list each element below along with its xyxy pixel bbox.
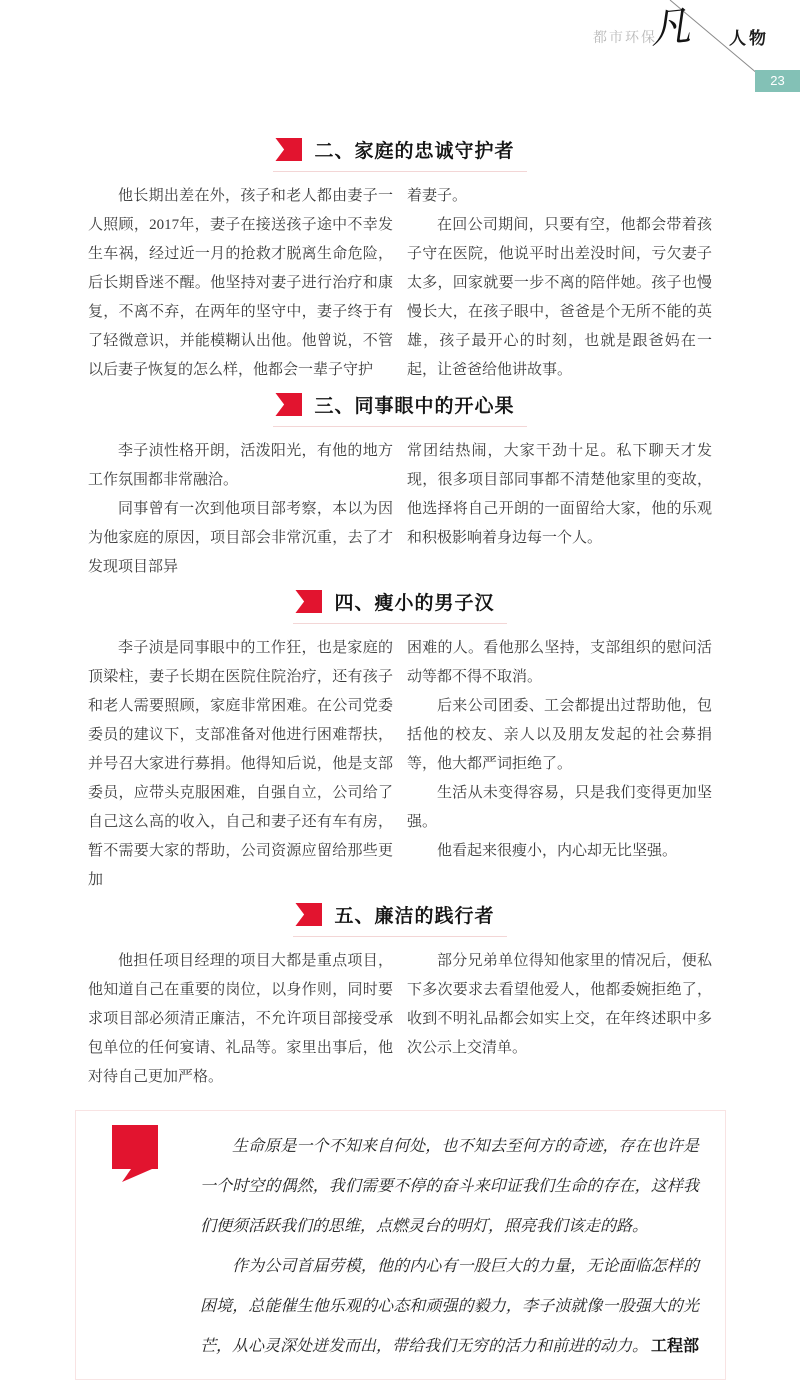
red-flag-icon (275, 138, 302, 161)
paragraph: 李子浈性格开朗，活泼阳光，有他的地方工作氛围都非常融洽。 (88, 443, 393, 488)
brand-logo-icon: 凡 (647, 3, 693, 53)
paragraph-continuation: 困难的人。看他那么坚持，支部组织的慰问活动等都不得不取消。 (407, 640, 712, 685)
section-title: 二、家庭的忠诚守护者 (314, 141, 515, 162)
left-column (88, 182, 393, 385)
section-family-guardian (88, 136, 712, 385)
two-column-text (88, 947, 712, 1092)
right-column (407, 947, 712, 1092)
paragraph: 他担任项目经理的项目大都是重点项目，他知道自己在重要的岗位，以身作则，同时要求项目部必须清正廉洁，不允许项目部接受承包单位的任何宴请、礼品等。家里出事后，他对待自己更加严格。 (88, 953, 393, 1085)
quote-paragraph: 作为公司首届劳模，他的内心有一股巨大的力量，无论面临怎样的困境，总能催生他乐观的心态和顽强的毅力，李子浈就像一股强大的光芒，从心灵深处迸发而出，带给我们无穷的活力和前进的动力。 (200, 1258, 699, 1355)
page-number-badge: 23 (755, 70, 800, 92)
paragraph: 生活从未变得容易，只是我们变得更加坚强。 (407, 785, 712, 830)
section-title: 四、瘦小的男子汉 (334, 593, 495, 614)
two-column-text (88, 437, 712, 582)
section-small-man (88, 588, 712, 895)
quote-paragraph: 生命原是一个不知来自何处，也不知去至何方的奇迹，存在也许是一个时空的偶然，我们需要不停的奋斗来印证我们生命的存在，这样我们便须活跃我们的思维，点燃灵台的明灯，照亮我们该走的路。 (200, 1138, 699, 1235)
signature-department: 工程部 (650, 1338, 699, 1355)
section-header-wrap (88, 901, 712, 937)
quote-text (200, 1127, 699, 1367)
two-column-text (88, 182, 712, 385)
section-title: 三、同事眼中的开心果 (314, 396, 515, 417)
red-flag-icon (295, 590, 322, 613)
left-column (88, 947, 393, 1092)
section-header (293, 901, 506, 937)
two-column-text (88, 634, 712, 895)
section-office-joy (88, 391, 712, 582)
left-column (88, 437, 393, 582)
left-column (88, 634, 393, 895)
right-column (407, 634, 712, 895)
paragraph: 部分兄弟单位得知他家里的情况后，便私下多次要求去看望他爱人，他都委婉拒绝了，收到不明礼品都会如实上交，在年终述职中多次公示上交清单。 (407, 953, 712, 1056)
paragraph: 后来公司团委、工会都提出过帮助他，包括他的校友、亲人以及朋友发起的社会募捐等，他大都严词拒绝了。 (407, 698, 712, 772)
page-header (0, 0, 800, 110)
brand-name: 都市环保 (593, 29, 657, 45)
paragraph: 李子浈是同事眼中的工作狂，也是家庭的顶梁柱，妻子长期在医院住院治疗，还有孩子和老人需要照顾，家庭非常困难。在公司党委委员的建议下，支部准备对他进行困难帮扶，并号召大家进行募捐。他得知后说，他是支部委员，应带头克服困难，自强自立，公司给了自己这么高的收入，自己和妻子还有车有房，暂不需要大家的帮助，公司资源应留给那些更加 (88, 640, 393, 888)
quote-bubble-icon (112, 1125, 160, 1183)
section-title: 五、廉洁的践行者 (334, 906, 495, 927)
right-column (407, 437, 712, 582)
red-flag-icon (275, 393, 302, 416)
red-flag-icon (295, 903, 322, 926)
page-category-label: 人物 (729, 29, 769, 48)
paragraph: 他长期出差在外，孩子和老人都由妻子一人照顾，2017年，妻子在接送孩子途中不幸发生车祸，经过近一月的抢救才脱离生命危险，后长期昏迷不醒。他坚持对妻子进行治疗和康复，不离不弃，在两年的坚守中，妻子终于有了轻微意识，并能模糊认出他。他曾说，不管以后妻子恢复的怎么样，他都会一辈子守护 (88, 188, 393, 378)
right-column (407, 182, 712, 385)
section-header (293, 588, 506, 624)
closing-quote-box (75, 1110, 726, 1380)
section-header-wrap (88, 391, 712, 427)
paragraph: 他看起来很瘦小，内心却无比坚强。 (437, 843, 678, 859)
section-header-wrap (88, 136, 712, 172)
section-header-wrap (88, 588, 712, 624)
section-integrity (88, 901, 712, 1092)
paragraph-continuation: 着妻子。 (407, 188, 468, 204)
paragraph: 同事曾有一次到他项目部考察，本以为因为他家庭的原因，项目部会非常沉重，去了才发现项目部异 (88, 501, 393, 575)
paragraph: 在回公司期间，只要有空，他都会带着孩子守在医院，他说平时出差没时间，亏欠妻子太多，回家就要一步不离的陪伴她。孩子也慢慢长大，在孩子眼中，爸爸是个无所不能的英雄，孩子最开心的时刻，也就是跟爸妈在一起，让爸爸给他讲故事。 (407, 217, 712, 378)
article-body (88, 130, 712, 1380)
paragraph-continuation: 常团结热闹，大家干劲十足。私下聊天才发现，很多项目部同事都不清楚他家里的变故，他选择将自己开朗的一面留给大家，他的乐观和积极影响着身边每一个人。 (407, 443, 712, 546)
section-header (273, 391, 526, 427)
section-header (273, 136, 526, 172)
